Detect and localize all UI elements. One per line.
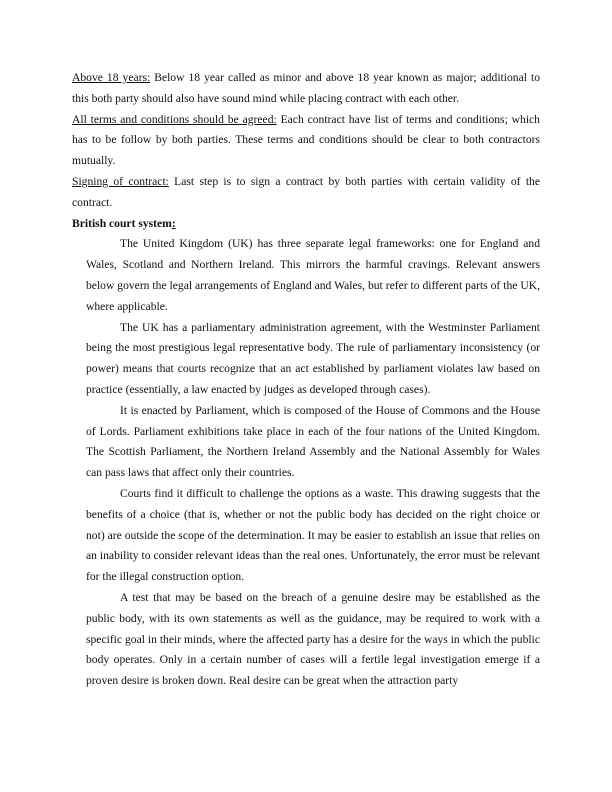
list-item-signing-contract <box>72 172 540 214</box>
paragraph: It is enacted by Parliament, which is composed of the House of Commons and the House of Lords. Parliament exhibitions take place in each of the four nations of the United Kingdom. The Scottish Parliament, the Northern Ireland Assembly and the National Assembly for Wales can pass laws that affect only their countries. <box>86 403 540 480</box>
section-heading <box>72 214 540 235</box>
term-description: Each contract have list of terms and conditions; which has to be follow by both parties. These terms and conditions should be clear to both contractors mutually. <box>72 112 540 168</box>
paragraph: A test that may be based on the breach of a genuine desire may be established as the public body, with its own statements as well as the guidance, may be required to work with a specific goal in their minds, where the affected party has a desire for the ways in which the public body operates. Only in a certain number of cases will a fertile legal investigation emerge if a proven desire is broken down. Real desire can be great when the attraction party <box>86 590 540 688</box>
paragraph: Courts find it difficult to challenge the options as a waste. This drawing suggests that the benefits of a choice (that is, whether or not the public body has decided on the right choice or not) are outside the scope of the determination. It may be easier to establish an issue that relies on an inability to consider relevant ideas than the real ones. Unfortunately, the error must be relevant for the illegal construction option. <box>86 486 540 584</box>
paragraph: The United Kingdom (UK) has three separate legal frameworks: one for England and Wales, Scotland and Northern Ireland. This mirrors the harmful cravings. Relevant answers below govern the legal arrangements of England and Wales, but refer to different parts of the UK, where applicable. <box>86 237 540 313</box>
term-label: Above 18 years: <box>72 71 151 84</box>
list-item-terms-agreed <box>72 110 540 172</box>
term-label: Signing of contract: <box>72 174 169 188</box>
paragraph: The UK has a parliamentary administration agreement, with the Westminster Parliament being the most prestigious legal representative body. The rule of parliamentary inconsistency (or power) means that courts recognize that an act established by parliament violates law based on practice (essentially, a law enacted by judges as developed through cases). <box>86 320 540 396</box>
term-description: Below 18 year called as minor and above 18 year known as major; additional to this both party should also have sound mind while placing contract with each other. <box>72 71 540 105</box>
section-heading-colon: : <box>171 216 176 230</box>
section-heading-text: British court system <box>72 216 172 230</box>
list-item-age-requirement <box>72 68 540 110</box>
term-description: Last step is to sign a contract by both parties with certain validity of the contract. <box>72 174 541 209</box>
term-label: All terms and conditions should be agreed: <box>72 112 277 126</box>
document-body <box>72 68 540 692</box>
